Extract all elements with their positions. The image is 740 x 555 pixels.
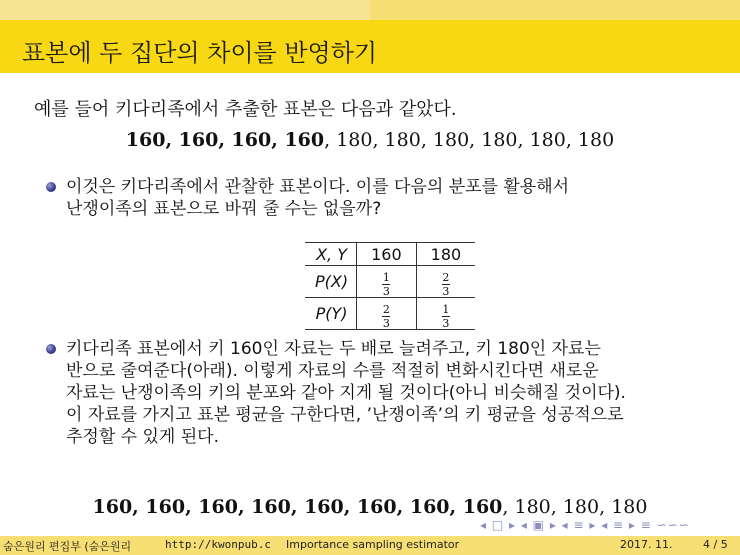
footer-url[interactable]: http://kwonpub.c xyxy=(165,538,271,551)
bullet-icon xyxy=(46,182,56,192)
bullet-line: 반으로 줄여준다(아래). 이렇게 자료의 수를 적절히 변화시킨다면 새로운 xyxy=(66,361,599,381)
fraction xyxy=(442,272,450,297)
footer-author: 숨은원리 편집부 (숨은원리 xyxy=(3,540,132,553)
bullet-line: 키다리족 표본에서 키 160인 자료는 두 배로 늘려주고, 키 180인 자료는 xyxy=(66,339,601,359)
denominator: 3 xyxy=(442,317,450,330)
fraction xyxy=(382,272,390,297)
table-cell xyxy=(357,266,417,298)
denominator: 3 xyxy=(382,317,390,330)
bullet-text xyxy=(66,338,626,448)
footer-page-number: 4 / 5 xyxy=(703,538,728,551)
footer-talk-title: Importance sampling estimator xyxy=(286,538,460,551)
fraction xyxy=(442,304,450,329)
slide-title: 표본에 두 집단의 차이를 반영하기 xyxy=(22,39,378,67)
distribution-table xyxy=(305,242,475,330)
denominator: 3 xyxy=(442,285,450,298)
table-header-row xyxy=(305,243,475,266)
beamer-navigation-icons[interactable]: ◂ □ ▸ ◂ ▣ ▸ ◂ ≡ ▸ ◂ ≡ ▸ ≡ ∽∽∽ xyxy=(480,518,690,532)
table-cell xyxy=(416,266,475,298)
sample-sequence-reweighted xyxy=(0,496,740,518)
table-cell xyxy=(357,298,417,330)
bullet-icon xyxy=(46,344,56,354)
numerator: 2 xyxy=(382,303,390,316)
numerator: 1 xyxy=(442,303,450,316)
denominator: 3 xyxy=(382,285,390,298)
table-row xyxy=(305,266,475,298)
sequence-bold-part: 160, 160, 160, 160, 160, 160, 160, 160 xyxy=(92,496,503,518)
header-strip xyxy=(0,0,740,20)
header-strip-left xyxy=(0,0,370,20)
table-cell xyxy=(416,298,475,330)
footer-date: 2017. 11. xyxy=(620,538,673,551)
header-cell: X, Y xyxy=(316,244,347,264)
numerator: 2 xyxy=(442,271,450,284)
row-label: P(Y) xyxy=(315,304,348,323)
sequence-plain-part: , 180, 180, 180 xyxy=(502,496,648,518)
sequence-plain-part: , 180, 180, 180, 180, 180, 180 xyxy=(324,129,615,151)
bullet-line: 추정할 수 있게 된다. xyxy=(66,427,219,447)
header-strip-right xyxy=(370,0,740,20)
header-cell: 160 xyxy=(357,243,417,266)
table-row xyxy=(305,298,475,330)
footer-bar xyxy=(0,536,740,555)
bullet-text xyxy=(66,176,569,220)
intro-text: 예를 들어 키다리족에서 추출한 표본은 다음과 같았다. xyxy=(34,99,457,120)
sample-sequence-original xyxy=(0,129,740,151)
row-label: P(X) xyxy=(315,272,349,291)
bullet-line: 자료는 난쟁이족의 키의 분포와 같아 지게 될 것이다(아니 비슷해질 것이다). xyxy=(66,383,626,403)
bullet-line: 이 자료를 가지고 표본 평균을 구한다면, ’난쟁이족’의 키 평균을 성공적으로 xyxy=(66,405,624,425)
bullet-line: 이것은 키다리족에서 관찰한 표본이다. 이를 다음의 분포를 활용해서 xyxy=(66,177,570,197)
sequence-bold-part: 160, 160, 160, 160 xyxy=(125,129,325,151)
bullet-line: 난쟁이족의 표본으로 바꿔 줄 수는 없을까? xyxy=(66,199,382,219)
numerator: 1 xyxy=(382,271,390,284)
fraction xyxy=(382,304,390,329)
header-cell: 180 xyxy=(416,243,475,266)
